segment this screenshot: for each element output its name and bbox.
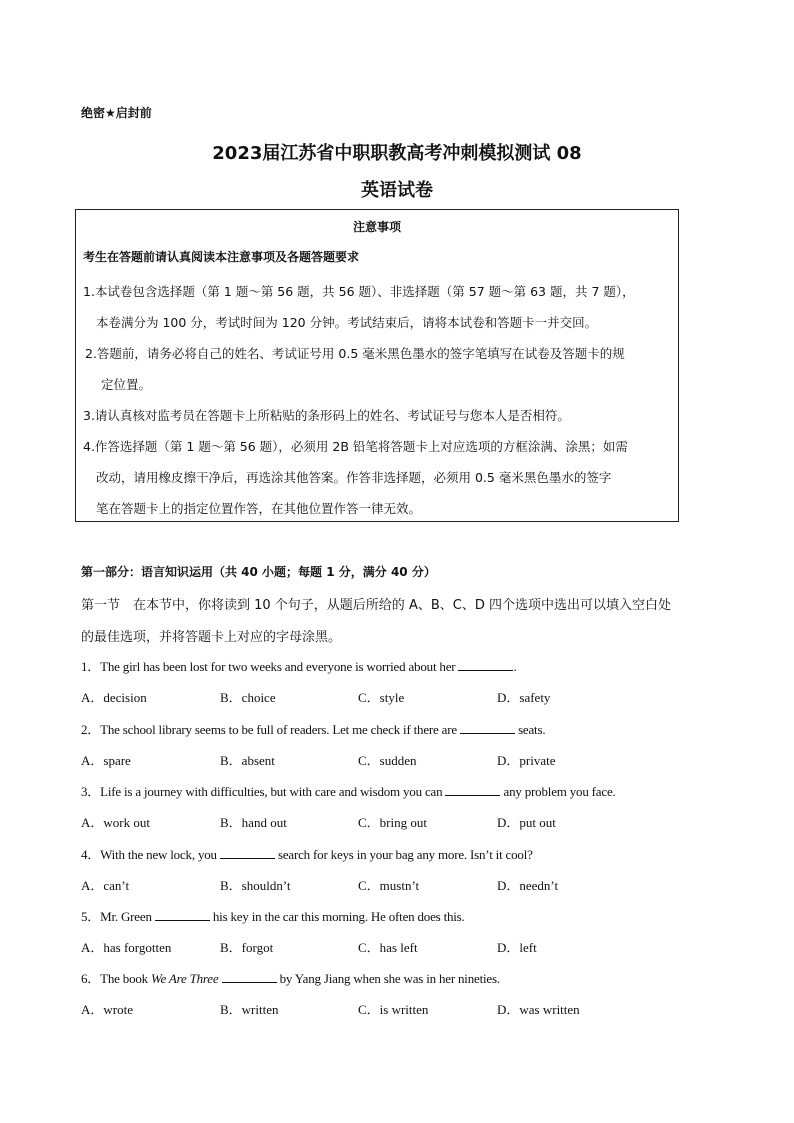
notice-item-1-cont: 本卷满分为 100 分，考试时间为 120 分钟。考试结束后，请将本试卷和答题卡一并交回。 [96,315,598,330]
notice-item-1: 1.本试卷包含选择题（第 1 题～第 56 题，共 56 题）、非选择题（第 57 题～第 63 题，共 7 题）， [83,284,635,299]
question-stem-end: his key in the car this morning. He often does this. [212,909,465,924]
exam-title: 2023届江苏省中职职教高考冲刺模拟测试 08 [212,143,582,164]
question-4 [81,844,533,863]
option-c: C．has left [358,940,418,955]
option-b: B．written [220,1002,279,1017]
answer-blank [458,660,513,671]
answer-blank [445,785,500,796]
option-b: B．choice [220,690,276,705]
question-number: 1． [81,659,101,674]
notice-item-2-cont: 定位置。 [101,377,152,392]
question-2 [81,719,545,738]
section-instructions-1: 第一节 在本节中，你将读到 10 个句子，从题后所给的 A、B、C、D 四个选项中选出可以填入空白处 [81,598,671,613]
option-d: D．put out [497,815,556,830]
exam-subtitle: 英语试卷 [361,180,433,201]
option-b: B．shouldn’t [220,878,291,893]
question-stem-end: . [513,659,517,674]
option-c: C．mustn’t [358,878,420,893]
option-b: B．forgot [220,940,274,955]
option-a: A．can’t [81,878,130,893]
question-6 [81,968,500,987]
question-stem-end: any problem you face. [503,784,616,799]
book-title: We Are Three [151,971,219,986]
option-d: D．needn’t [497,878,559,893]
question-stem: The girl has been lost for two weeks and everyone is worried about her [100,659,456,674]
notice-requirement: 考生在答题前请认真阅读本注意事项及各题答题要求 [83,250,360,264]
question-stem: The school library seems to be full of readers. Let me check if there are [100,722,457,737]
question-stem: With the new lock, you [100,847,217,862]
notice-item-4: 4.作答选择题（第 1 题～第 56 题），必须用 2B 铅笔将答题卡上对应选项的方框涂满、涂黑；如需 [83,439,628,454]
answer-blank [222,972,277,983]
question-stem-end: search for keys in your bag any more. Isn’t it cool? [277,847,533,862]
option-c: C．is written [358,1002,429,1017]
option-a: A．decision [81,690,147,705]
question-5 [81,906,465,925]
option-a: A．work out [81,815,150,830]
question-3 [81,781,616,800]
notice-item-3: 3.请认真核对监考员在答题卡上所粘贴的条形码上的姓名、考试证号与您本人是否相符。 [83,408,570,423]
question-number: 6． [81,971,101,986]
question-number: 4． [81,847,101,862]
notice-item-4-cont-2: 笔在答题卡上的指定位置作答，在其他位置作答一律无效。 [96,501,422,516]
question-stem: The book [100,971,148,986]
question-stem: Life is a journey with difficulties, but with care and wisdom you can [100,784,443,799]
question-stem: Mr. Green [100,909,152,924]
option-d: D．safety [497,690,551,705]
question-stem-end: by Yang Jiang when she was in her nineties. [279,971,500,986]
option-a: A．spare [81,753,131,768]
option-c: C．sudden [358,753,417,768]
option-b: B．hand out [220,815,287,830]
part1-heading: 第一部分：语言知识运用（共 40 小题；每题 1 分，满分 40 分） [81,565,436,579]
notice-box [75,209,679,522]
section-instructions-2: 的最佳选项，并将答题卡上对应的字母涂黑。 [81,630,342,645]
option-c: C．style [358,690,405,705]
option-b: B．absent [220,753,275,768]
option-a: A．wrote [81,1002,133,1017]
option-c: C．bring out [358,815,427,830]
answer-blank [460,723,515,734]
option-d: D．private [497,753,556,768]
question-number: 3． [81,784,101,799]
question-1 [81,656,517,675]
secret-mark: 绝密★启封前 [81,106,152,120]
question-number: 5． [81,909,101,924]
option-d: D．was written [497,1002,580,1017]
notice-item-4-cont-1: 改动，请用橡皮擦干净后，再选涂其他答案。作答非选择题，必须用 0.5 毫米黑色墨水的签字 [96,470,612,485]
question-stem-end: seats. [518,722,546,737]
answer-blank [220,848,275,859]
notice-title: 注意事项 [352,220,401,234]
option-d: D．left [497,940,537,955]
option-a: A．has forgotten [81,940,172,955]
question-number: 2． [81,722,101,737]
answer-blank [155,910,210,921]
notice-item-2: 2.答题前，请务必将自己的姓名、考试证号用 0.5 毫米黑色墨水的签字笔填写在试卷及答题卡的规 [85,346,625,361]
